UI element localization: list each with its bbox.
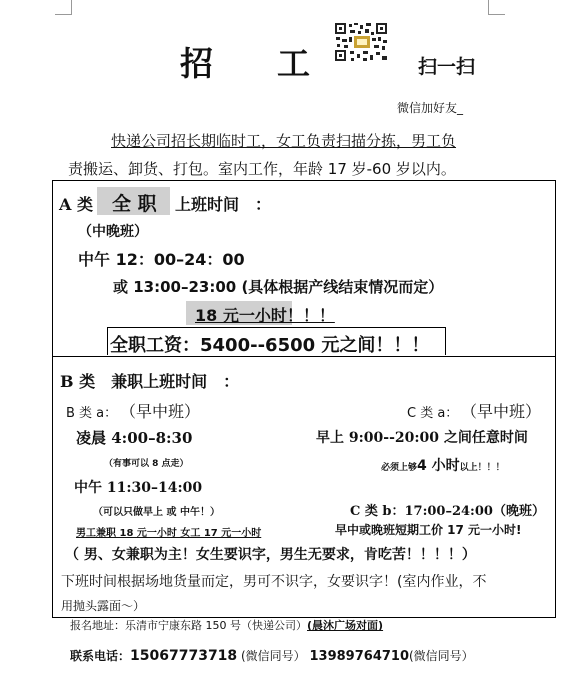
class-a-prefix: A 类 xyxy=(59,195,93,214)
class-a-noon-time: 中午 12：00–24：00 xyxy=(78,250,245,269)
intro-line-2: 责搬运、卸货、打包。室内工作，年龄 17 岁-60 岁以内。 xyxy=(68,160,456,178)
title-char-work: 工 xyxy=(277,44,310,83)
phone-2[interactable]: 13989764710 xyxy=(309,649,409,664)
class-a-shift: （中晚班） xyxy=(78,224,148,240)
page-corner-mark-left xyxy=(55,0,72,15)
address-prefix: 报名地址：乐清市宁康东路 150 号（快递公司） xyxy=(70,619,307,632)
class-ba-note-2: （可以只做早上 或 中午！） xyxy=(93,507,220,518)
phone-label: 联系电话： xyxy=(70,649,131,663)
intro-line-1: 快递公司招长期临时工，女工负责扫描分拣，男工负 xyxy=(111,132,457,150)
class-ca-note xyxy=(381,455,505,475)
class-ca-shift: （早中班） xyxy=(461,402,542,421)
class-a-salary: 全职工资：5400--6500 元之间！！！ xyxy=(110,335,430,356)
class-ca-note-hours: 4 小时 xyxy=(417,458,460,474)
class-b-rule-line-1: 下班时间根据场地货量而定，男可不识字，女要识字！(室内作业，不 xyxy=(61,574,487,590)
wechat-label: 微信加好友_ xyxy=(397,101,464,115)
short-term-wage: 早中或晚班短期工价 17 元一小时! xyxy=(335,523,522,537)
class-ca-note-suffix: 以上！！！ xyxy=(459,463,505,473)
title-char-recruit: 招 xyxy=(180,44,213,83)
class-b-rule-line-2: 用抛头露面～） xyxy=(61,599,146,613)
class-ca-time: 早上 9:00--20:00 之间任意时间 xyxy=(316,430,528,446)
page-corner-mark-right xyxy=(488,0,505,15)
class-ba-shift: （早中班） xyxy=(120,402,201,421)
class-a-rate: 18 元一小时！！！ xyxy=(195,306,335,325)
class-b-heading: B 类 兼职上班时间 ： xyxy=(60,372,240,391)
phone-1[interactable]: 15067773718 xyxy=(130,648,238,664)
class-ca-note-prefix: 必须上够 xyxy=(381,463,418,473)
contact-phones xyxy=(70,647,474,664)
class-ba-prefix: B 类 a： xyxy=(66,406,118,421)
class-ba-morning: 凌晨 4:00–8:30 xyxy=(76,429,193,447)
class-a-alt-time: 或 13:00–23:00 (具体根据产线结束情况而定） xyxy=(113,278,444,296)
phone-2-note: (微信同号） xyxy=(409,649,474,663)
address xyxy=(70,617,383,633)
class-ca-prefix: C 类 a： xyxy=(407,406,459,421)
parttime-wage: 男工兼职 18 元一小时 女工 17 元一小时 xyxy=(76,528,262,539)
class-b-main-note: （ 男、女兼职为主！女生要识字，男生无要求，肯吃苦！！！！） xyxy=(65,547,476,563)
class-ba-note-1: （有事可以 8 点走） xyxy=(104,459,189,469)
phone-1-note: (微信同号） xyxy=(237,649,306,663)
scan-label: 扫一扫 xyxy=(418,56,476,78)
class-a-fulltime: 全 职 xyxy=(112,193,157,215)
qr-code-icon[interactable] xyxy=(332,20,390,64)
class-ba-noon: 中午 11:30–14:00 xyxy=(74,480,203,496)
address-landmark: (晨沐广场对面) xyxy=(307,619,384,632)
class-a-work-time-label: 上班时间 ： xyxy=(175,195,272,214)
class-cb-time: C 类 b：17:00–24:00（晚班） xyxy=(350,504,545,519)
